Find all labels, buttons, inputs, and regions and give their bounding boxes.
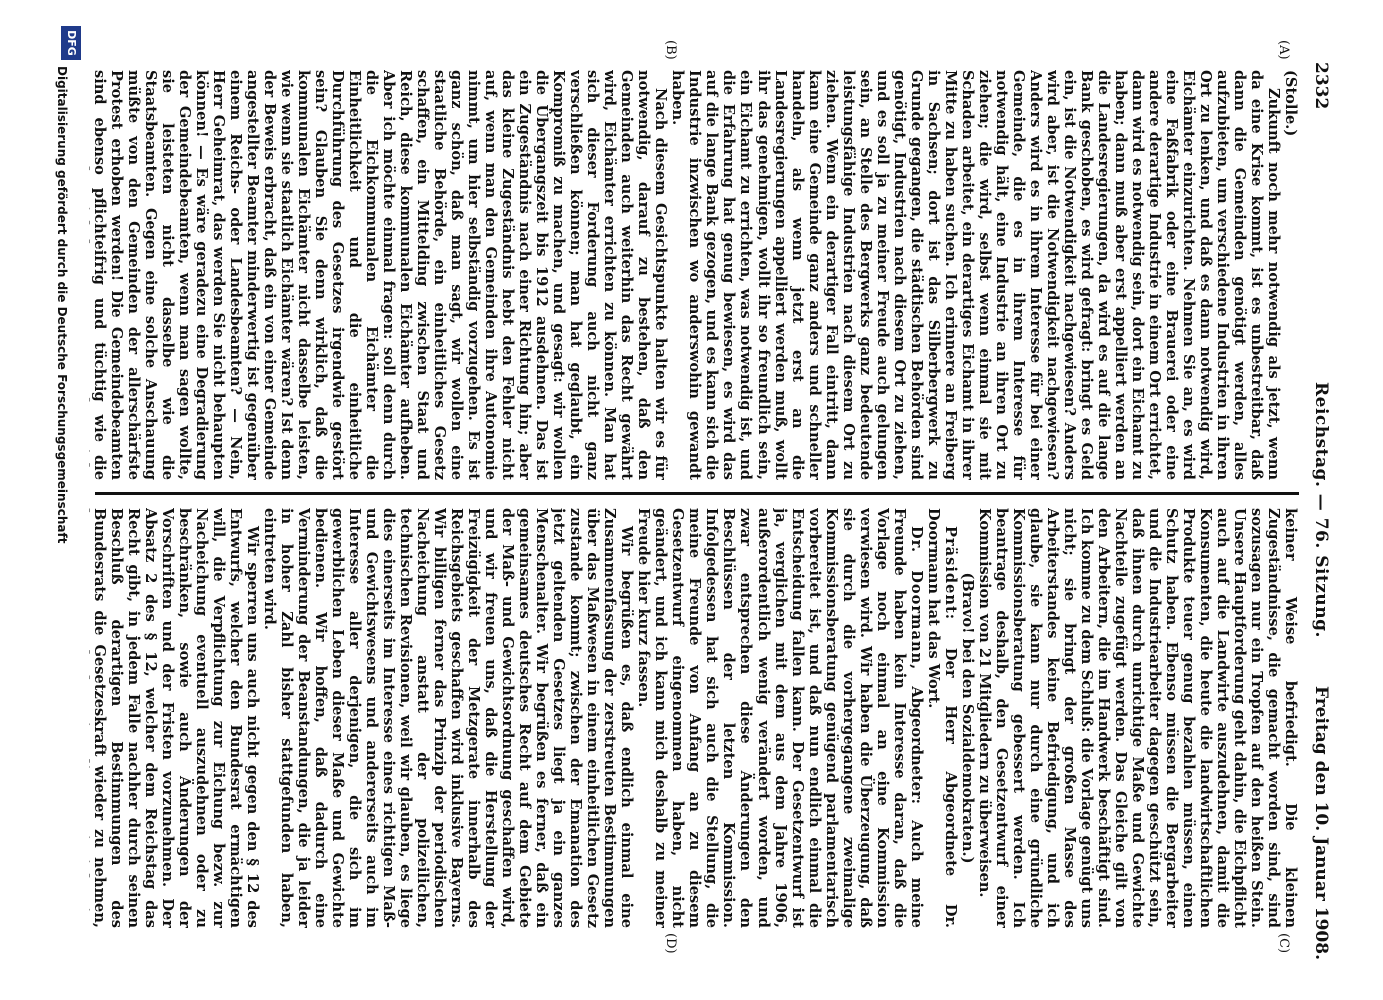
speech-paragraph: Wir begrüßen es, daß endlich einmal eine Zusammenfassung der zerstreuten Bestimmungen über das Maßwesen in einem einheitlichen Gesetz zustande kommt; zwischen der Emanation des jetzt geltenden Gesetzes liegt ja ein ganzes Menschenalter. Wir begrüßen es ferner, daß ein gemeinsames deutsches Recht auf dem Gebiete der Maß- und Gewichtsordnung geschaffen wird, und wir freuen uns, daß die Herstellung der Freizügigkeit der Metzgerate innerhalb des Reichsgebiets geschaffen wird inklusive Bayerns. Wir billigen ferner das Prinzip der periodischen Nacheichung anstatt der polizeilichen, technischen Revisionen, weil wir glauben, es liege dies einerseits im Interesse eines richtigen Maß- und Gewichtswesens und andererseits auch im Interesse aller derjenigen, die sich im gewerblichen Leben dieser Maße und Gewichte bedienen. Wir hoffen, daß dadurch eine Verminderung der Beanstandungen, die ja leider in hoher Zahl bisher stattgefunden haben, eintreten wird. bbox=[261, 508, 636, 928]
president-text: Der Herr Abgeordnete Dr. Doormann hat das Wort. bbox=[924, 508, 959, 928]
column-divider bbox=[95, 492, 1299, 495]
text-column-right bbox=[89, 508, 1299, 928]
speaker-name: Dr. Doormann, bbox=[907, 526, 925, 671]
margin-marker-b: (B) bbox=[663, 40, 678, 60]
digitization-credit bbox=[23, 20, 93, 980]
speech-paragraph: Wir sperren uns auch nicht gegen den § 12 des Entwurfs, welcher den Bundesrat ermächtigen will, die Verpflichtung zur Eichung bezw. zur Nacheichung eventuell auszudehnen oder zu beschränken, sowie auch Änderungen der Vorschriften und der Fristen vorzunehmen. Der Absatz 2 des § 12, welcher dem Reichstag das Recht gibt, in jedem Falle nachher durch seinen Beschluß derartigen Bestimmungen des Bundesrats die Gesetzeskraft wieder zu nehmen, bbox=[90, 508, 262, 928]
speaker-intro bbox=[635, 508, 924, 928]
speaker-role: Abgeordneter: bbox=[907, 686, 925, 805]
president-line bbox=[925, 508, 959, 928]
margin-marker-d: (D) bbox=[663, 933, 678, 954]
dfg-logo: DFG bbox=[61, 26, 81, 60]
margin-marker-a: (A) bbox=[1276, 40, 1291, 60]
margin-marker-c: (C) bbox=[1276, 933, 1291, 954]
text-column-left bbox=[89, 70, 1299, 480]
paragraph: Nach diesem Gesichtspunkte halten wir es für notwendig, darauf zu bestehen, daß den Gemeinden auch weiterhin das Recht gewährt wird, Eichämter errichten zu können. Man hat sich dieser Forderung auch nicht ganz verschließen können; man hat geglaubt, ein Kompromiß zu machen, und gesagt: wir wollen die Übergangszeit bis 1912 ausdehnen. Das ist ein Zugeständnis nach einer Richtung hin; aber das kleine Zugeständnis hebt den Fehler nicht auf, wenn man den Gemeinden ihre Autonomie nimmt, um hier selbständig vorzugehen. Es ist ganz schön, daß man sagt, wir wollen eine staatliche Behörde, ein einheitliches Gesetz schaffen, ein Mittelding zwischen Staat und Reich, diese kommunalen Eichämter aufheben. Aber ich möchte einmal fragen: soll denn durch die Eichkommunalen Eichämter die Einheitlichkeit und die einheitliche Durchführung des Gesetzes irgendwie gestört sein? Glauben Sie denn wirklich, daß die kommunalen Eichämter nicht dasselbe leisten, wie wenn sie staatlich Eichämter wären? Ist denn der Beweis erbracht, daß ein von einer Gemeinde angestellter Beamter minderwertig ist gegenüber einem Reichs- oder Landesbeamten? — Nein, Herr Geheimrat, das werden Sie nicht behaupten können! — Es wäre geradezu eine Degradierung der Gemeindebeamten, wenn man sagen wollte, sie leisteten nicht dasselbe wie die Staatsbeamten. Gegen eine solche Anschauung müßte von den Gemeinden der allerschärfste Protest erhoben werden! Die Gemeindebeamten sind ebenso pflichteifrig und tüchtig wie die bbox=[90, 70, 670, 480]
page-header bbox=[1305, 62, 1331, 960]
session-date: Freitag den 10. Januar 1908. bbox=[1311, 685, 1331, 960]
speech-paragraph: Auch meine Freunde haben kein Interesse daran, daß die Vorlage noch einmal an eine Kommission verwiesen wird. Wir haben die Überzeugung, daß sie durch die vorhergegangene zweimalige Kommissionsberatung genügend parlamentarisch vorbereitet ist, und daß nun endlich einmal die Entscheidung fallen kann. Der Gesetzentwurf ist ja, verglichen mit dem aus dem Jahre 1906, außerordentlich wenig verändert worden, und zwar entsprechen diese Änderungen den Beschlüssen der letzten Kommission. Infolgedessen hat sich auch die Stellung, die meine Freunde von Anfang an zu diesem Gesetzentwurf eingenommen haben, nicht geändert, und ich kann mich deshalb zu meiner Freude hier kurz fassen. bbox=[635, 508, 925, 928]
page-number: 2332 bbox=[1311, 62, 1331, 110]
paragraph: Zukunft noch mehr notwendig als jetzt, wenn da eine Krise kommt, ist es unbestreitbar, daß dann die Gemeinden genötigt werden, alles aufzubieten, um verschiedene Industrien in ihren Ort zu lenken, und daß es dann notwendig wird, Eichämter einzurichten. Nehmen Sie an, es wird eine Faßfabrik oder eine Brauerei oder eine andere derartige Industrie in einem Ort errichtet, dann wird es notwendig sein, dort ein Eichamt zu haben; dann muß aber erst appelliert werden an die Landesregierungen, da wird es auf die lange Bank geschoben, es wird gefragt: bringt es Geld ein, ist die Notwendigkeit nachgewiesen? Anders wird aber, ist die Notwendigkeit nachgewiesen? Anders wird es in ihrem Interesse für bei einer Gemeinde, die es in ihrem Interesse für notwendig hält, eine Industrie an ihren Ort zu ziehen; die wird, selbst wenn einmal sie mit Schaden arbeitet, ein derartiges Eichamt in ihrer Mitte zu haben suchen. Ich erinnere an Freiberg in Sachsen; dort ist das Silberbergwerk zu Grunde gegangen, die städtischen Behörden sind genötigt, Industrien nach diesem Ort zu ziehen, und es soll ja zu meiner Freude auch gelungen sein, an Stelle des Bergwerks ganz bedeutende leistungsfähige Industrien nach diesem Ort zu ziehen. Wenn ein derartiger Fall eintritt, dann kann eine Gemeinde ganz anders und schneller handeln, als wenn jetzt erst an die Landesregierungen appelliert werden muß, wollt ihr das genehmigen, wollt ihr so freundlich sein, ein Eichamt zu errichten, was notwendig ist, und die Erfahrung hat genug bewiesen, es wird das auf die lange Bank gezogen, und es kann sich die Industrie inzwischen wo anderswohin gewandt haben. bbox=[669, 70, 1282, 480]
speaker-continuation: (Stolle.) bbox=[1282, 70, 1299, 137]
session-title: Reichstag. — 76. Sitzung. bbox=[1311, 382, 1331, 638]
applause-note: (Bravo! bei den Sozialdemokraten.) bbox=[958, 572, 976, 864]
credit-text: Digitalisierung gefördert durch die Deutsche Forschungsgemeinschaft bbox=[55, 66, 69, 544]
president-label: Präsident: bbox=[941, 526, 959, 621]
paragraph: keiner Weise befriedigt. Die kleinen Zugeständnisse, die gemacht worden sind, sind sozusagen nur ein Tropfen auf den heißen Stein. Unsere Hauptforderung geht dahin, die Eichpflicht auch auf die Landwirte auszudehnen, damit die Konsumenten, die heute die landwirtschaftlichen Produkte teuer genug bezahlen müssen, einen Schutz haben. Ebenso müssen die Bergarbeiter und die Industriearbeiter dagegen geschützt sein, daß ihnen durch unrichtige Maße und Gewichte Nachteile zugefügt werden. Das Gleiche gilt von den Arbeitern, die im Handwerk beschäftigt sind. Ich komme zu dem Schluß: die Vorlage genügt uns nicht; sie bringt der großen Masse des Arbeiterstandes keine Befriedigung, und ich glaube, sie kann nur durch eine gründliche Kommissionsberatung gebessert werden. Ich beantrage deshalb, den Gesetzentwurf einer Kommission von 21 Mitgliedern zu überweisen. bbox=[975, 508, 1299, 928]
